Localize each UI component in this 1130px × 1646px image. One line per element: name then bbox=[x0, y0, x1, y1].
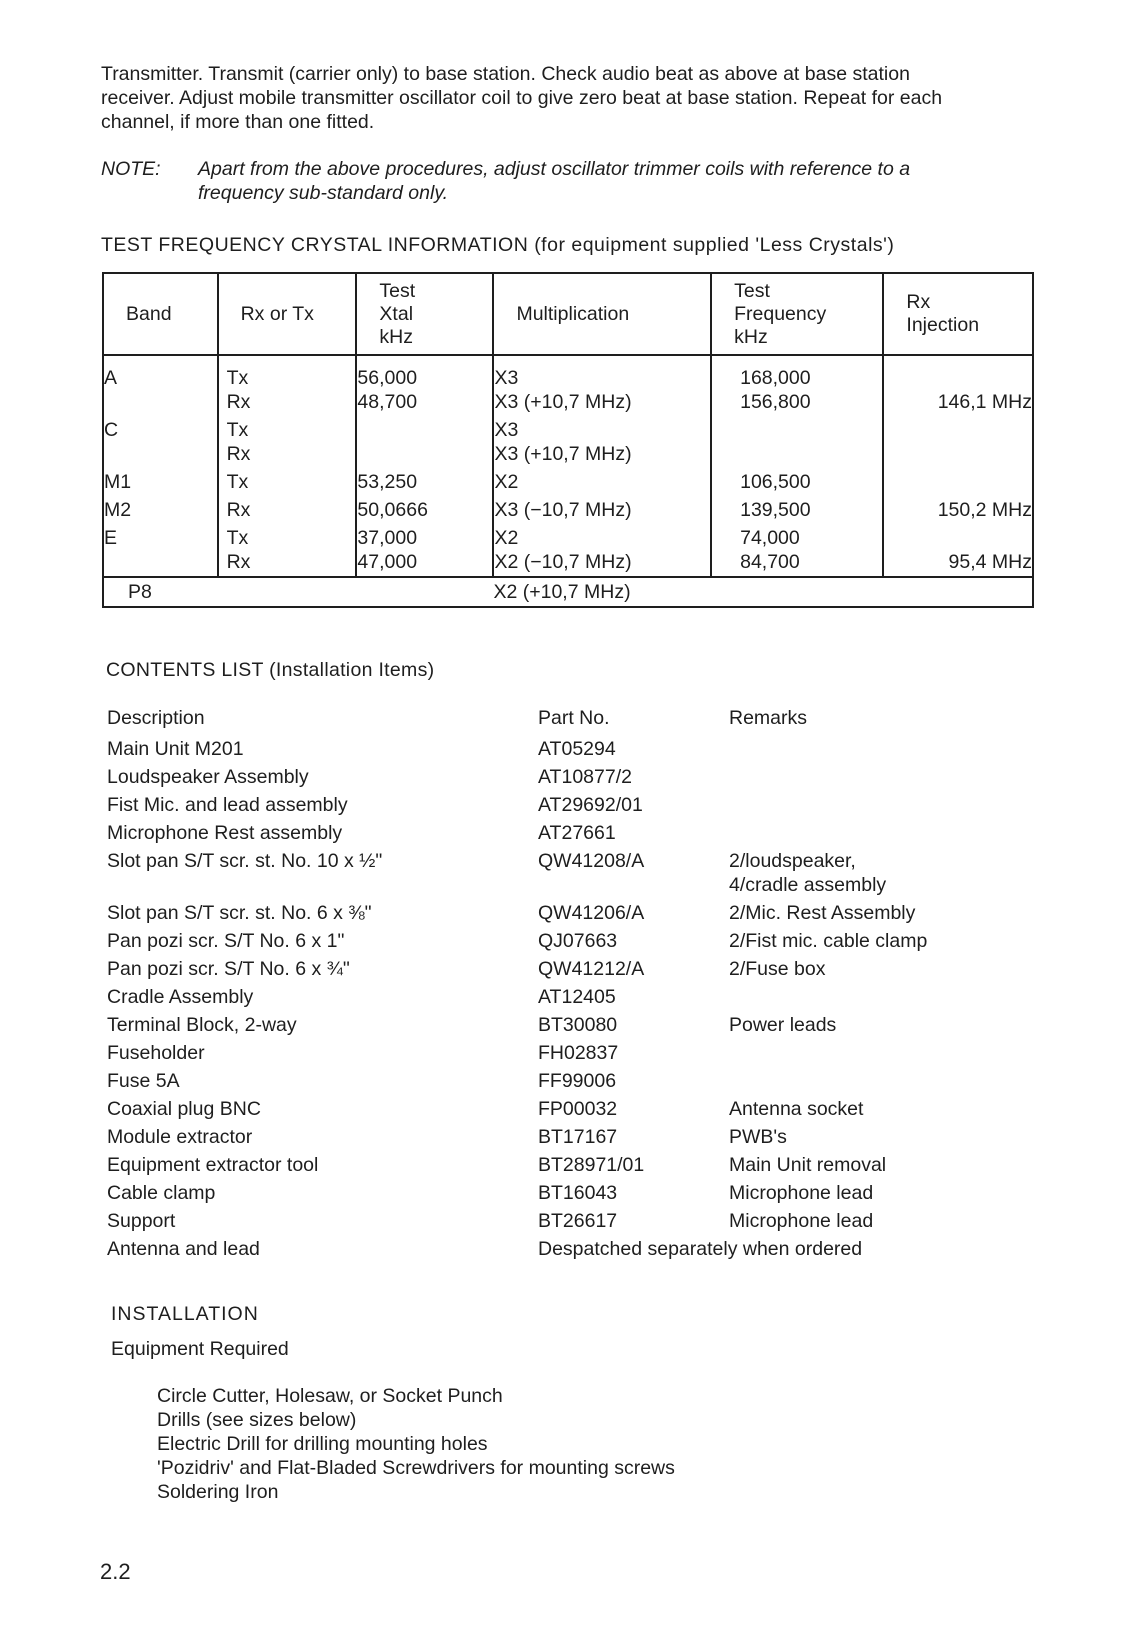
list-item: Circle Cutter, Holesaw, or Socket Punch bbox=[157, 1385, 503, 1407]
note-line: Apart from the above procedures, adjust oscillator trimmer coils with reference to a bbox=[198, 158, 911, 180]
note-label: NOTE: bbox=[101, 158, 161, 180]
crystal-heading: TEST FREQUENCY CRYSTAL INFORMATION (for equipment supplied 'Less Crystals') bbox=[101, 234, 895, 256]
table-row: Equipment extractor tool BT28971/01 Main Unit removal bbox=[107, 1154, 887, 1176]
p8-multiplication: X2 (+10,7 MHz) bbox=[493, 577, 711, 607]
crystal-table-header bbox=[103, 273, 1033, 355]
contents-header-row bbox=[0, 706, 1130, 734]
list-item: Soldering Iron bbox=[157, 1481, 279, 1503]
table-row: Main Unit M201 AT05294 bbox=[107, 738, 616, 760]
table-row: Fist Mic. and lead assembly AT29692/01 bbox=[107, 794, 643, 816]
intro-line: channel, if more than one fitted. bbox=[101, 111, 375, 133]
table-row: Fuseholder FH02837 bbox=[107, 1042, 619, 1064]
rxtx-column: Tx Rx Tx Rx Tx Rx Tx Rx bbox=[218, 355, 357, 577]
table-row: Antenna and lead Despatched separately when ordered bbox=[107, 1238, 863, 1260]
crystal-table-row-p8 bbox=[103, 577, 1033, 607]
note-text bbox=[198, 157, 1058, 205]
rx-injection-column: 146,1 MHz 150,2 MHz 95,4 MHz bbox=[883, 355, 1033, 577]
crystal-table-body bbox=[103, 355, 1033, 577]
table-row: Slot pan S/T scr. st. No. 10 x ½" QW41208/A 2/loudspeaker, 4/cradle assembly bbox=[107, 850, 887, 896]
intro-line: Transmitter. Transmit (carrier only) to base station. Check audio beat as above at base station bbox=[101, 63, 910, 85]
table-row: Pan pozi scr. S/T No. 6 x ¾" QW41212/A 2/Fuse box bbox=[107, 958, 826, 980]
crystal-table bbox=[102, 272, 1034, 608]
table-row: Cable clamp BT16043 Microphone lead bbox=[107, 1182, 874, 1204]
table-row: Cradle Assembly AT12405 bbox=[107, 986, 616, 1008]
equipment-required-title: Equipment Required bbox=[111, 1338, 289, 1360]
contents-header-description: Description bbox=[107, 707, 205, 729]
table-row: Pan pozi scr. S/T No. 6 x 1" QJ07663 2/Fist mic. cable clamp bbox=[107, 930, 928, 952]
header-rx-injection: Rx Injection bbox=[883, 273, 1033, 355]
header-test-frequency: Test Frequency kHz bbox=[711, 273, 883, 355]
intro-line: receiver. Adjust mobile transmitter oscillator coil to give zero beat at base station. Repeat for each bbox=[101, 87, 943, 109]
p8-band: P8 bbox=[103, 577, 493, 607]
contents-header-remarks: Remarks bbox=[729, 707, 808, 729]
header-multiplication: Multiplication bbox=[493, 273, 711, 355]
table-row: Slot pan S/T scr. st. No. 6 x ⅜" QW41206/A 2/Mic. Rest Assembly bbox=[107, 902, 916, 924]
header-test-xtal: Test Xtal kHz bbox=[356, 273, 493, 355]
equipment-list bbox=[157, 1384, 675, 1504]
table-row: Fuse 5A FF99006 bbox=[107, 1070, 617, 1092]
contents-header-part-no: Part No. bbox=[538, 707, 610, 729]
test-frequency-column: 168,000 156,800 106,500 139,500 74,000 84,700 bbox=[711, 355, 883, 577]
note-line: frequency sub-standard only. bbox=[198, 182, 449, 204]
header-rx-or-tx: Rx or Tx bbox=[218, 273, 357, 355]
table-row: Loudspeaker Assembly AT10877/2 bbox=[107, 766, 632, 788]
table-row: Coaxial plug BNC FP00032 Antenna socket bbox=[107, 1098, 864, 1120]
multiplication-column: X3 X3 (+10,7 MHz) X3 X3 (+10,7 MHz) X2 X3 (−10,7 MHz) X2 X2 (−10,7 MHz) bbox=[493, 355, 711, 577]
contents-title: CONTENTS LIST (Installation Items) bbox=[106, 659, 435, 681]
table-row: Microphone Rest assembly AT27661 bbox=[107, 822, 616, 844]
band-column: A C M1 M2 E bbox=[103, 355, 218, 577]
intro-paragraph bbox=[101, 62, 1061, 134]
table-row: Terminal Block, 2-way BT30080 Power leads bbox=[107, 1014, 837, 1036]
list-item: Electric Drill for drilling mounting holes bbox=[157, 1433, 488, 1455]
p8-empty bbox=[711, 577, 1033, 607]
list-item: 'Pozidriv' and Flat-Bladed Screwdrivers for mounting screws bbox=[157, 1457, 675, 1479]
xtal-column: 56,000 48,700 53,250 50,0666 37,000 47,000 bbox=[356, 355, 493, 577]
table-row: Module extractor BT17167 PWB's bbox=[107, 1126, 787, 1148]
header-band: Band bbox=[103, 273, 218, 355]
installation-title: INSTALLATION bbox=[111, 1303, 259, 1325]
list-item: Drills (see sizes below) bbox=[157, 1409, 357, 1431]
table-row: Support BT26617 Microphone lead bbox=[107, 1210, 874, 1232]
page-number: 2.2 bbox=[100, 1559, 131, 1584]
